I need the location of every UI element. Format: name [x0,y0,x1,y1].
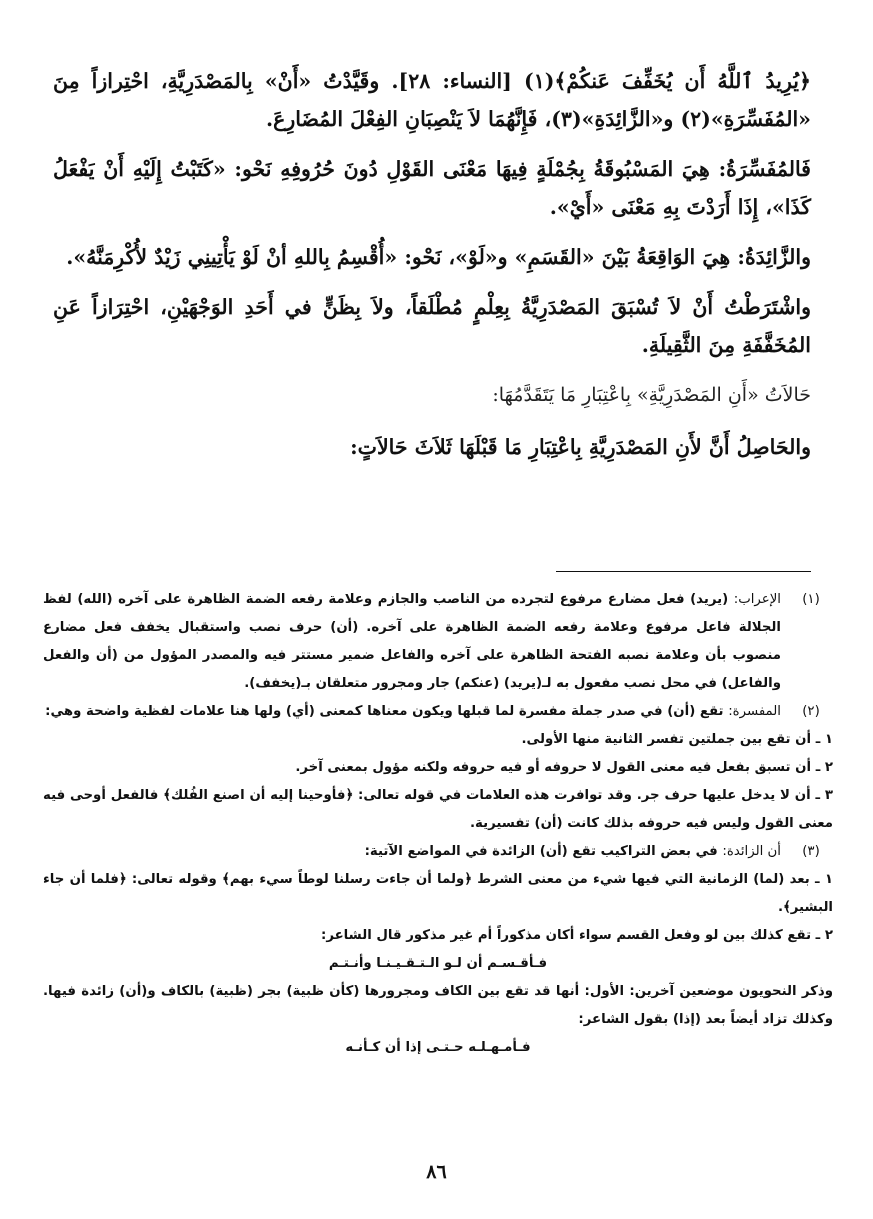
footnote-text: (يريد) فعل مضارع مرفوع لتجرده من الناصب والجازم وعلامة رفعه الضمة الظاهرة على آخره (الله) لفظ الجلالة فاعل مرفوع وعلامة رفعه الضمة الظاهرة على آخره. (أن) حرف نصب واستقبال يخفف فعل مضارع منصوب بأن وعلامة نصبه الفتحة الظاهرة على آخره والفاعل ضمير مستتر فيه والمصدر المؤول من (أن والفعل والفاعل) في محل نصب مفعول به لـ(يريد) (عنكم) جار ومجرور متعلقان بـ(يخفف). [43,592,781,691]
paragraph-condition: واشْتَرَطْتُ أَنْ لاَ تُسْبَقَ المَصْدَرِيَّةُ بِعِلْمٍ مُطْلَقاً، ولاَ بِظَنٍّ في أَحَدِ الوَجْهَيْنِ، احْتِرَازاً عَنِ المُخَفَّفَةِ مِنَ الثَّقِيلَةِ. [53,295,811,357]
footnote-label: المفسرة: [728,704,781,719]
poetry-verse: فـأمـهـلـه حـتـى إذا أن كـأنـه [345,1040,531,1055]
footnote-3 [43,838,833,1062]
footnote-item: ٣ ـ أن لا يدخل عليها حرف جر. وقد توافرت هذه العلامات في قوله تعالى: ﴿فأوحينا إليه أن اصنع الفُلك﴾ فالفعل أوحى فيه معنى القول وليس فيه حروفه بذلك كانت (أن) تفسيرية. [43,788,833,831]
section-heading: حَالاَتُ «أَنِ المَصْدَرِيَّةِ» بِاعْتِبَارِ مَا يَتَقَدَّمُهَا: [492,384,811,406]
footnote-label: أن الزائدة: [722,844,781,859]
paragraph-intro: ﴿يُرِيدُ ٱللَّهُ أَن يُخَفِّفَ عَنكُمْ﴾(١) [النساء: ٢٨]. وقَيَّدْتُ «أَنْ» بِالمَصْدَرِيَّةِ، احْتِرازاً مِنَ «المُفَسِّرَةِ»(٢) و«الزَّائِدَةِ»(٣)، فَإِنَّهُمَا لاَ يَنْصِبَانِ الفِعْلَ المُضَارِعَ. [53,69,811,131]
footnote-number: (٣) [802,844,820,859]
footnote-number: (١) [802,592,820,607]
main-text [53,62,811,478]
footnote-text: في بعض التراكيب تقع (أن) الزائدة في المواضع الآتية: [364,844,718,859]
footnote-label: الإعراب: [733,592,781,607]
footnote-text: تقع (أن) في صدر جملة مفسرة لما قبلها ويكون معناها كمعنى (أي) ولها هنا علامات لفظية واضحة وهي: [45,704,724,719]
footnote-extra: وذكر النحويون موضعين آخرين: الأول: أنها قد تقع بين الكاف ومجرورها (كأن ظبية) بجر (ظبية) بالكاف و(أن) زائدة فيها. وكذلك تزاد أيضاً بعد (إذا) بقول الشاعر: [43,984,833,1027]
footnote-item: ٢ ـ تقع كذلك بين لو وفعل القسم سواء أكان مذكوراً أم غير مذكور قال الشاعر: [321,928,833,943]
footnote-1 [43,586,833,698]
paragraph-summary: والحَاصِلُ أَنَّ لأَنِ المَصْدَرِيَّةِ بِاعْتِبَارِ مَا قَبْلَهَا ثَلاَثَ حَالاَتٍ: [350,435,811,459]
paragraph-zaida: والزَّائِدَةُ: هِيَ الوَاقِعَةُ بَيْنَ «القَسَمِ» و«لَوْ»، نَحْو: «أُقْسِمُ بِاللهِ أنْ لَوْ يَأْتِينِي زَيْدٌ لأُكْرِمَنَّهُ». [66,245,811,269]
footnote-separator [556,571,811,572]
footnote-item: ٢ ـ أن تسبق بفعل فيه معنى القول لا حروفه أو فيه حروفه ولكنه مؤول بمعنى آخر. [295,760,833,775]
footnotes [43,586,833,1062]
paragraph-mufassira: فَالمُفَسِّرَةُ: هِيَ المَسْبُوقَةُ بِجُمْلَةٍ فِيهَا مَعْنَى القَوْلِ دُونَ حُرُوفِهِ نَحْو: «كَتَبْتُ إِلَيْهِ أَنْ يَفْعَلُ كَذَا»، إِذَا أَرَدْتَ بِهِ مَعْنَى «أَيْ». [53,157,811,219]
footnote-2 [43,698,833,838]
footnote-number: (٢) [802,704,820,719]
poetry-verse: فـأقـسـم أن لـو الـتـقـيـنـا وأنـتـم [328,956,548,971]
footnote-item: ١ ـ أن تقع بين جملتين تفسر الثانية منها الأولى. [521,732,833,747]
page-number: ٨٦ [426,1161,447,1183]
footnote-item: ١ ـ بعد (لما) الزمانية التي فيها شيء من معنى الشرط ﴿ولما أن جاءت رسلنا لوطاً سيء بهم﴾ وقوله تعالى: ﴿فلما أن جاء البشير﴾. [43,872,833,915]
